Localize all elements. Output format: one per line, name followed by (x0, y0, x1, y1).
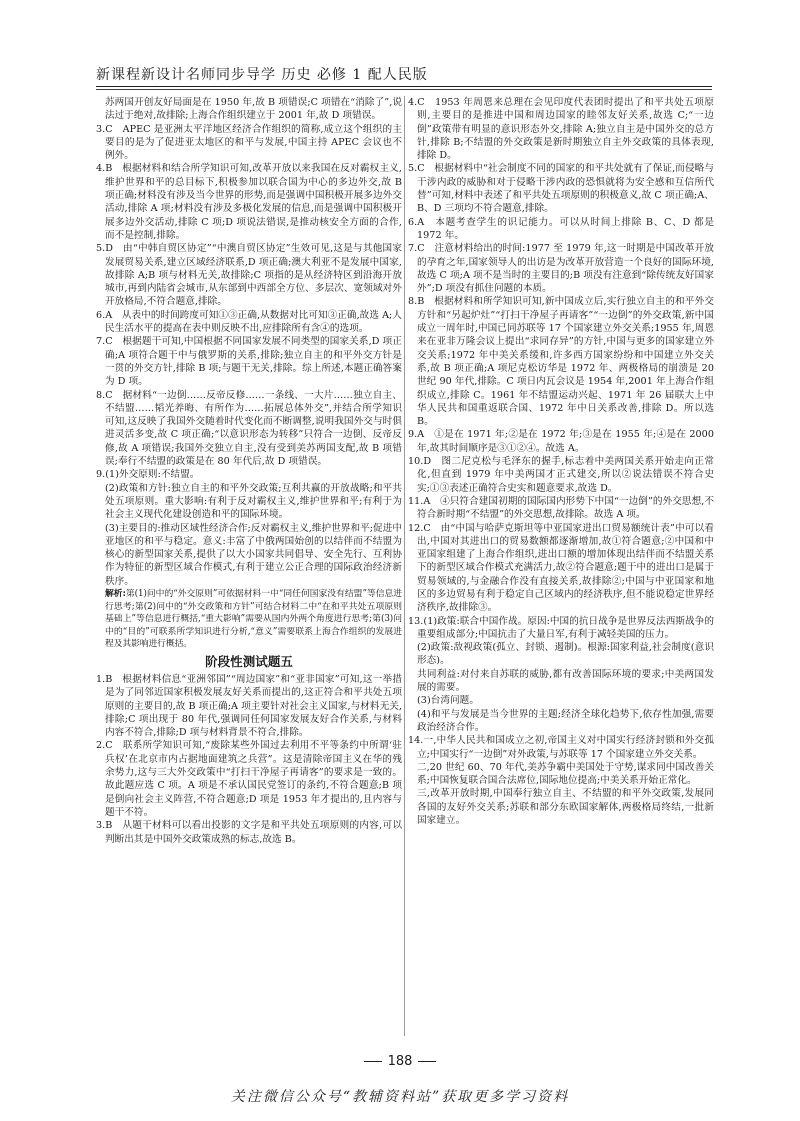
answer-item: 1.B 根据材料信息“亚洲邻国”“周边国家”和“亚非国家”可知,这一举措是为了同邻近国家积极发展友好关系而提出的,这正符合和平共处五项原则的主要目的,故 B 项正确;A 项主要针对社会主义国家,与材料无关,排除;C 项出现于 80 年代,强调同任何国家发展友好合作关系,与材料内容不符合,排除;D 项与材料背景不符合,排除。 (96, 673, 402, 739)
answer-subitem: (3)主要目的:推动区域性经济合作;反对霸权主义,维护世界和平;促进中亚地区的和平与稳定。意义:丰富了中俄两国始创的以结伴而不结盟为核心的新型国家关系,提供了以大小国家共同倡导、安全先行、互利协作为特征的新型区域合作模式,有利于建立公正合理的国际政治经济新秩序。 (105, 522, 402, 587)
answer-subitem: (2)政策:敌视政策(孤立、封锁、遏制)。根源:国家利益,社会制度(意识形态)。 (417, 642, 714, 667)
column-divider (404, 96, 405, 1036)
analysis-label: 解析: (105, 588, 126, 599)
header-rule (96, 89, 712, 90)
page-number-value: 188 (387, 1054, 413, 1069)
answer-item: 9.(1)外交原则:不结盟。 (96, 469, 200, 481)
answer-item: 5.C 根据材料中“社会制度不同的国家的和平共处就有了保证,而侵略与干涉内政的威胁和对于侵略干涉内政的恐惧就将为安全感和互信所代替”可知,材料中表述了和平共处五项原则的积极意义,故 C 项正确;A、B、D 三项均不符合题意,排除。 (408, 163, 714, 215)
answer-item: 9.A ①是在 1971 年;②是在 1972 年;③是在 1955 年;④是在 2000 年,故其时间顺序是③①②④。故选 A。 (408, 429, 714, 454)
answer-item: 8.C 据材料“一边倒……反帝反修……一条线、一大片……独立自主、不结盟……韬光养晦、有所作为……拓展总体外交”,并结合所学知识可知,这反映了我国外交随着时代变化而不断调整,说明我国外交与时俱进灵活多变,故 C 项正确;“以意识形态为转移”只符合一边倒、反帝反修,故 A 项错误;我国外交独立自主,没有受到美苏两国支配,故 B 项错误;奉行不结盟的政策是在 80 年代后,故 D 项错误。 (96, 389, 402, 468)
answer-item: 13.(1)政策:联合中国作战。原因:中国的抗日战争是世界反法西斯战争的重要组成部分;中国抗击了大量日军,有利于减轻美国的压力。 (408, 615, 714, 640)
analysis-text: 第(1)问中的“外交原则”可依据材料一中“同任何国家没有结盟”等信息进行思考;第(2)问中的“外交政策和方针”可结合材料二中“在和平共处五项原则基础上”等信息进行概括,“重大影响”需要从国内外两个角度进行思考;第(3)问中的“目的”可联系所学知识进行分析,“意义”需要联系上海合作组织的发展进程及其影响进行概括。 (105, 588, 403, 650)
answer-item: 14.一,中华人民共和国成立之初,帝国主义对中国实行经济封锁和外交孤立;中国实行“一边倒”对外政策,与苏联等 17 个国家建立外交关系。 (408, 735, 714, 760)
right-column (408, 96, 714, 827)
answer-item: 11.A ④只符合建国初期的国际国内形势下中国“一边倒”的外交思想,不符合新时期“不结盟”的外交思想,故排除。故选 A 项。 (408, 495, 714, 521)
answer-item: 2.C 联系所学知识可知,“废除某些外国过去利用不平等条约中所谓‘驻兵权’在北京市内占据地面建筑之兵营”。这是清除帝国主义在华的残余势力,这与三大外交政策中“打扫干净屋子再请客”的要求是一致的。故此题应选 C 项。A 项是不承认国民党签订的条约,不符合题意;B 项是倒向社会主义阵营,不符合题意;D 项是 1953 年才提出的,且内容与题干不符。 (96, 740, 402, 818)
answer-item: 3.B 从题干材料可以看出投影的文字是和平共处五项原则的内容,可以判断出其是中国外交政策成熟的标志,故选 B。 (96, 820, 402, 845)
answer-item: 5.D 由“中韩自贸区协定”“中澳自贸区协定”生效可见,这是与其他国家发展贸易关系,建立区域经济联系,D 项正确;澳大利亚不是发展中国家,故排除 A;B 项与材料无关,故排除;C 项指的是从经济特区到沿海开放城市,再到内陆省会城市,从东部到中西部全方位、多层次、宽领域对外开放格局,不符合题意,排除。 (96, 243, 402, 308)
answer-subitem: (3)台湾问题。 (417, 695, 479, 707)
answer-subitem: (4)和平与发展是当今世界的主题;经济全球化趋势下,依存性加强,需要政治经济合作。 (417, 708, 714, 733)
answer-item: 7.C 注意材料给出的时间:1977 至 1979 年,这一时期是中国改革开放的孕育之年,国家领导人的出访是为改革开放营造一个良好的国际环境,故选 C 项;A 项不是当时的主要目的;B 项没有注意到“除传统友好国家外”;D 项没有抓住问题的本质。 (408, 243, 714, 295)
footer-note: 关注微信公众号“教辅资料站”获取更多学习资料 (230, 1089, 570, 1105)
answer-item: 8.B 根据材料和所学知识可知,新中国成立后,实行独立自主的和平外交方针和“另起炉灶”“打扫干净屋子再请客”“一边倒”的外交政策,新中国成立一周年时,中国已同苏联等 17 个国家建立外交关系;1955 年,周恩来在亚非万隆会议上提出“求同存异”的方针,中国与更多的国家建立外交关系;1972 年中美关系缓和,许多西方国家纷纷和中国建立外交关系,故 B 项正确;A 项尼克松访华是 1972 年、两极格局的崩溃是 20 世纪 90 年代,排除。C 项日内瓦会议是 1954 年,2001 年上海合作组织成立,排除 C。1961 年不结盟运动兴起、1971 年 26 届联大上中华人民共和国重返联合国、1972 年中日关系改善,排除 D。所以选 B。 (408, 296, 714, 428)
analysis-note (96, 588, 402, 651)
running-header: 新课程新设计名师同步导学 历史 必修 1 配人民版 (96, 64, 712, 87)
answer-continuation: 苏两国开创友好局面是在 1950 年,故 B 项错误;C 项错在“消除了”,说法过于绝对,故排除;上海合作组织建立于 2001 年,故 D 项错误。 (105, 97, 402, 122)
section-title: 阶段性测试题五 (205, 653, 293, 669)
answer-item: 3.C APEC 是亚洲太平洋地区经济合作组织的简称,成立这个组织的主要目的是为了促进亚太地区的和平与发展,中国主持 APEC 会议也不例外。 (96, 123, 402, 162)
answer-subitem: (2)政策和方针:独立自主的和平外交政策;互利共赢的开放战略;和平共处五项原则。重大影响:有利于反对霸权主义,维护世界和平;有利于为社会主义现代化建设创造和平的国际环境。 (105, 482, 402, 521)
answer-item: 10.D 图二尼克松与毛泽东的握手,标志着中美两国关系开始走向正常化,但直到 1979 年中美两国才正式建交,所以②说法错误不符合史实;①③表述正确符合史实和题意要求,故选 D。 (408, 456, 714, 494)
answer-item: 6.A 从表中的时间跨度可知①③正确,从数据对比可知③正确,故选 A;人民生活水平的提高在表中则反映不出,应排除所有含④的选项。 (96, 309, 402, 335)
answer-subitem: 共同利益:对付来自苏联的威胁,都有改善国际环境的要求;中美两国发展的需要。 (417, 668, 714, 694)
answer-item: 7.C 根据题干可知,中国根据不同国家发展不同类型的国家关系,D 项正确;A 项符合题干中与俄罗斯的关系,排除;独立自主的和平外交方针是一贯的外交方针,排除 B 项;与题干无关,排除。综上所述,本题正确答案为 D 项。 (96, 336, 402, 388)
answer-item: 12.C 由“中国与哈萨克斯坦等中亚国家进出口贸易额统计表”中可以看出,中国对其进出口的贸易数额都逐渐增加,故①符合题意;②中国和中亚国家组建了上海合作组织,进出口额的增加体现出结伴而不结盟关系下的新型区域合作模式充满活力,故②符合题意;题干中的进出口是属于贸易领域的,与金融合作没有直接关系,故排除②;中国与中亚国家和地区的多边贸易有利于稳定自己区域内的经济秩序,但不能说稳定世界经济秩序,故排除③。 (408, 522, 714, 614)
page-number-dash-right (418, 1061, 436, 1062)
left-column (96, 96, 402, 846)
page-number-dash-left (364, 1061, 382, 1062)
answer-item: 6.A 本题考查学生的识记能力。可以从时间上排除 B、C、D 都是 1972 年。 (408, 216, 714, 241)
answer-subitem: 二,20 世纪 60、70 年代,美苏争霸中美国处于守势,谋求同中国改善关系;中国恢复联合国合法席位,国际地位提高;中美关系开始正常化。 (417, 761, 714, 787)
page-number (0, 1054, 800, 1069)
answer-item: 4.C 1953 年周恩来总理在会见印度代表团时提出了和平共处五项原则,主要目的是推进中国和周边国家的睦邻友好关系,故选 C;“一边倒”政策带有明显的意识形态外交,排除 A;独立自主是中国外交的总方针,排除 B;不结盟的外交政策是新时期独立自主外交政策的具体表现,排除 D。 (408, 97, 714, 162)
answer-item: 4.B 根据材料和结合所学知识可知,改革开放以来我国在反对霸权主义,维护世界和平的总目标下,积极参加以联合国为中心的多边外交,故 B 项正确;材料没有涉及当今世界的形势,而是强调中国积极开展多边外交活动,排除 A 项;材料没有涉及多极化发展的信息,而是强调中国积极开展多边外交活动,排除 C 项;D 项说法错误,是推动核安全方面的合作,而不是控制,排除。 (96, 163, 402, 241)
answer-subitem: 三,改革开放时期,中国奉行独立自主、不结盟的和平外交政策,发展同各国的友好外交关系;苏联和部分东欧国家解体,两极格局终结,一批新国家建立。 (417, 788, 714, 827)
